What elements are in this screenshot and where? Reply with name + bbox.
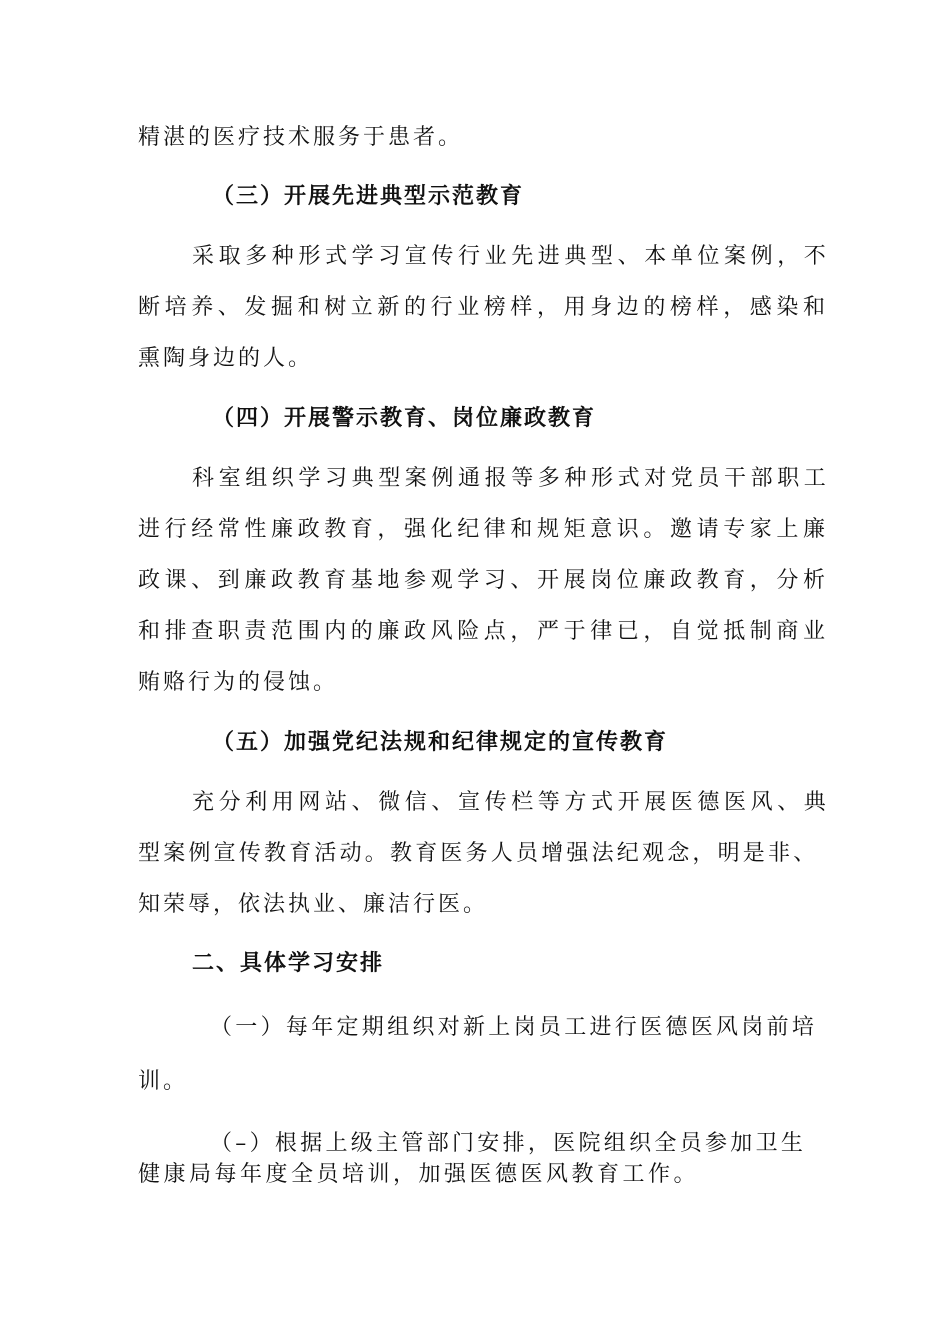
paragraph-line: 采取多种形式学习宣传行业先进典型、本单位案例，不 <box>192 244 831 269</box>
paragraph-line: 精湛的医疗技术服务于患者。 <box>138 125 464 150</box>
list-item-line: 训。 <box>138 1069 189 1094</box>
paragraph-line: 贿赂行为的侵蚀。 <box>138 670 339 695</box>
paragraph-line: 进行经常性廉政教育，强化纪律和规矩意识。邀请专家上廉 <box>138 517 830 542</box>
list-item-line: （一）每年定期组织对新上岗员工进行医德医风岗前培 <box>210 1015 818 1040</box>
list-item-line: 健康局每年度全员培训，加强医德医风教育工作。 <box>138 1162 700 1187</box>
paragraph-line: 熏陶身边的人。 <box>138 346 314 371</box>
paragraph-line: 科室组织学习典型案例通报等多种形式对党员干部职工 <box>192 466 831 491</box>
section-heading: 二、具体学习安排 <box>192 951 385 976</box>
paragraph-line: 政课、到廉政教育基地参观学习、开展岗位廉政教育，分析 <box>138 568 830 593</box>
paragraph-line: 知荣辱，依法执业、廉洁行医。 <box>138 892 489 917</box>
paragraph-line: 断培养、发掘和树立新的行业榜样，用身边的榜样，感染和 <box>138 295 830 320</box>
paragraph-line: 型案例宣传教育活动。教育医务人员增强法纪观念，明是非、 <box>138 841 819 866</box>
list-item-line: （–）根据上级主管部门安排，医院组织全员参加卫生 <box>210 1131 807 1156</box>
heading-4: （四）开展警示教育、岗位廉政教育 <box>212 406 597 431</box>
heading-3: （三）开展先进典型示范教育 <box>212 184 525 209</box>
heading-5: （五）加强党纪法规和纪律规定的宣传教育 <box>212 730 669 755</box>
paragraph-line: 和排查职责范围内的廉政风险点，严于律已，自觉抵制商业 <box>138 619 830 644</box>
paragraph-line: 充分利用网站、微信、宣传栏等方式开展医德医风、典 <box>192 790 831 815</box>
